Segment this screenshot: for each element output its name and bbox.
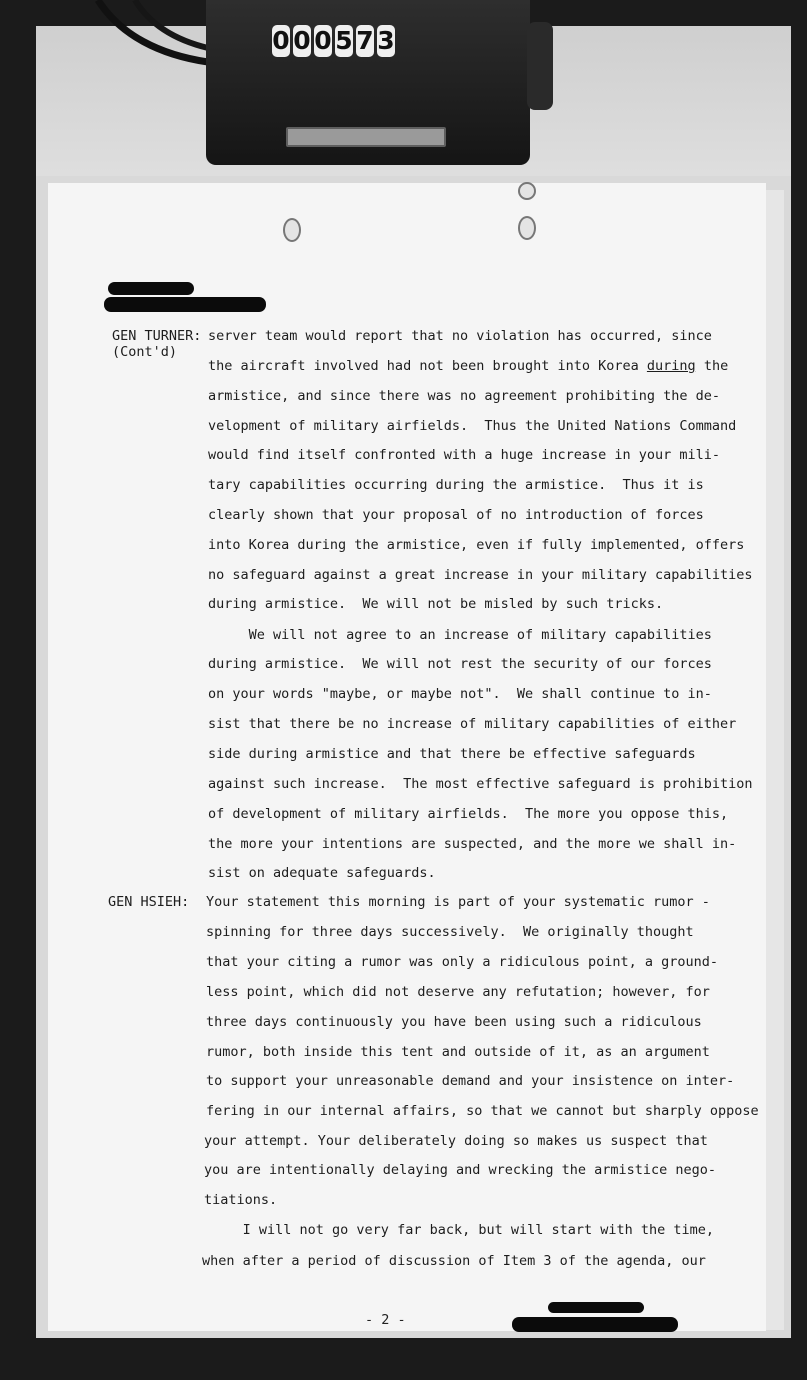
redaction-bar (104, 297, 266, 312)
text-line (208, 358, 728, 374)
text-line: fering in our internal affairs, so that we cannot but sharply oppose (206, 1103, 759, 1119)
text-line: on your words "maybe, or maybe not". We shall continue to in- (208, 686, 712, 702)
text-line: of development of military airfields. The more you oppose this, (208, 806, 729, 822)
text-line: to support your unreasonable demand and your insistence on inter- (206, 1073, 735, 1089)
text-line: tary capabilities occurring during the armistice. Thus it is (208, 477, 704, 493)
text-line: during armistice. We will not rest the security of our forces (208, 656, 712, 672)
text-line: spinning for three days successively. We originally thought (206, 924, 694, 940)
frame-counter-display (272, 25, 395, 57)
text-line: velopment of military airfields. Thus the United Nations Command (208, 418, 737, 434)
text-line: when after a period of discussion of Item 3 of the agenda, our (202, 1253, 706, 1269)
counter-cable (90, 0, 220, 80)
redaction-bar (512, 1317, 678, 1332)
text-line: server team would report that no violation has occurred, since (208, 328, 712, 344)
text-line: the more your intentions are suspected, and the more we shall in- (208, 836, 737, 852)
punch-hole (518, 182, 536, 200)
text-line: clearly shown that your proposal of no introduction of forces (208, 507, 704, 523)
text-line: your attempt. Your deliberately doing so makes us suspect that (204, 1133, 708, 1149)
text-line: against such increase. The most effective safeguard is prohibition (208, 776, 753, 792)
text-line: We will not agree to an increase of military capabilities (208, 627, 712, 643)
text-line: no safeguard against a great increase in your military capabilities (208, 567, 753, 583)
text-line: side during armistice and that there be effective safeguards (208, 746, 696, 762)
speaker-label: GEN TURNER: (112, 328, 202, 344)
text-line: sist on adequate safeguards. (208, 865, 436, 881)
speaker-label: GEN HSIEH: (108, 894, 190, 910)
text-line: you are intentionally delaying and wrecking the armistice nego- (204, 1162, 717, 1178)
text-line: rumor, both inside this tent and outside of it, as an argument (206, 1044, 710, 1060)
speaker-continued-label: (Cont'd) (112, 344, 178, 360)
redaction-bar (108, 282, 194, 295)
text-line: Your statement this morning is part of your systematic rumor - (206, 894, 710, 910)
text-segment: the (695, 358, 729, 374)
punch-hole (518, 216, 536, 240)
page-number: - 2 - (365, 1312, 406, 1328)
text-line: would find itself confronted with a huge increase in your mili- (208, 447, 721, 463)
text-line: that your citing a rumor was only a ridiculous point, a ground- (206, 954, 719, 970)
text-line: three days continuously you have been using such a ridiculous (206, 1014, 702, 1030)
counter-digit: 3 (377, 26, 395, 55)
redaction-bar (548, 1302, 644, 1313)
counter-slot (286, 127, 446, 147)
text-line: armistice, and since there was no agreement prohibiting the de- (208, 388, 721, 404)
counter-digit: 0 (314, 26, 332, 55)
counter-digit: 7 (356, 26, 374, 55)
text-segment: the aircraft involved had not been brought into Korea (208, 358, 647, 374)
counter-digit: 5 (335, 26, 353, 55)
text-line: into Korea during the armistice, even if fully implemented, offers (208, 537, 745, 553)
counter-digit: 0 (293, 26, 311, 55)
text-line: sist that there be no increase of military capabilities of either (208, 716, 737, 732)
text-line: tiations. (204, 1192, 278, 1208)
counter-knob (527, 22, 553, 110)
counter-digit: 0 (272, 26, 290, 55)
text-line: less point, which did not deserve any refutation; however, for (206, 984, 710, 1000)
text-line: I will not go very far back, but will start with the time, (202, 1222, 715, 1238)
punch-hole (283, 218, 301, 242)
text-line: during armistice. We will not be misled by such tricks. (208, 596, 664, 612)
underlined-word: during (646, 358, 696, 374)
